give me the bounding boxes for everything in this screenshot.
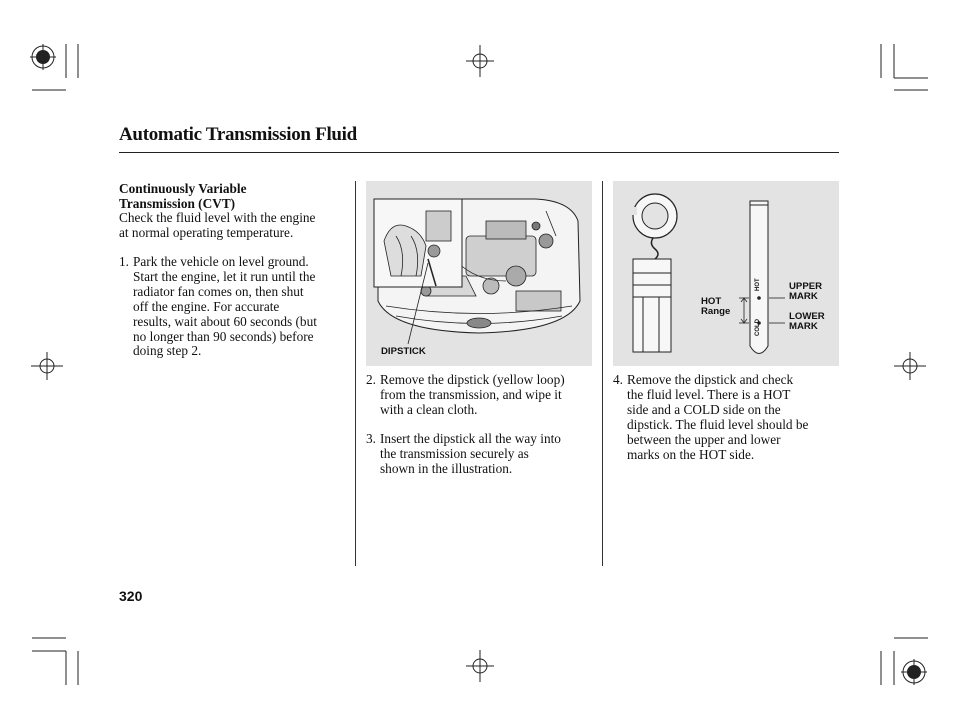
step-1 bbox=[119, 255, 351, 365]
step-3-line-3: shown in the illustration. bbox=[380, 460, 513, 476]
step-2-line-1: Remove the dipstick (yellow loop) bbox=[380, 372, 565, 387]
step-1-line-6: no longer than 90 seconds) before bbox=[133, 328, 314, 344]
intro-line-2: at normal operating temperature. bbox=[119, 224, 294, 240]
step-2-line-3: with a clean cloth. bbox=[380, 401, 478, 417]
dipstick-figure bbox=[613, 181, 839, 366]
upper-mark-label: UPPER MARK bbox=[789, 281, 823, 302]
step-4-line-6: marks on the HOT side. bbox=[627, 446, 755, 462]
step-1-line-1: Park the vehicle on level ground. bbox=[133, 254, 309, 269]
step-4-line-3: side and a COLD side on the bbox=[627, 401, 781, 417]
page-title: Automatic Transmission Fluid bbox=[119, 124, 357, 145]
page-number: 320 bbox=[119, 588, 143, 604]
lower-mark-label: LOWER MARK bbox=[789, 311, 825, 332]
section-heading-line-1: Continuously Variable bbox=[119, 181, 247, 196]
step-4 bbox=[613, 373, 843, 465]
sunburst-mark-bottom-right bbox=[901, 659, 927, 685]
step-1-line-7: doing step 2. bbox=[133, 343, 202, 359]
step-number: 3. bbox=[366, 431, 376, 446]
column-1 bbox=[119, 181, 349, 241]
step-3 bbox=[366, 432, 596, 480]
column-divider-1 bbox=[355, 181, 356, 566]
step-1-line-4: off the engine. For accurate bbox=[133, 298, 280, 314]
dipstick-loop-icon bbox=[627, 194, 677, 259]
title-rule bbox=[119, 152, 839, 153]
step-number: 1. bbox=[119, 254, 129, 269]
dipstick-illustration bbox=[613, 181, 839, 366]
stick-cold-text: COLD bbox=[755, 319, 761, 336]
step-3-line-2: the transmission securely as bbox=[380, 445, 529, 461]
column-divider-2 bbox=[602, 181, 603, 566]
step-2 bbox=[366, 373, 596, 421]
step-2-line-2: from the transmission, and wipe it bbox=[380, 386, 562, 402]
engine-bay-illustration bbox=[366, 181, 592, 366]
step-4-line-2: the fluid level. There is a HOT bbox=[627, 386, 791, 402]
step-4-line-1: Remove the dipstick and check bbox=[627, 372, 794, 387]
intro-line-1: Check the fluid level with the engine bbox=[119, 210, 316, 225]
stick-hot-text: HOT bbox=[755, 278, 761, 291]
hot-range-label: HOT Range bbox=[701, 296, 731, 317]
step-number: 4. bbox=[613, 372, 623, 387]
step-4-line-5: between the upper and lower bbox=[627, 431, 781, 447]
step-1-line-5: results, wait about 60 seconds (but bbox=[133, 313, 317, 329]
step-3-line-1: Insert the dipstick all the way into bbox=[380, 431, 561, 446]
step-1-line-2: Start the engine, let it run until the bbox=[133, 268, 316, 284]
step-number: 2. bbox=[366, 372, 376, 387]
engine-bay-figure bbox=[366, 181, 592, 366]
section-heading-line-2: Transmission (CVT) bbox=[119, 196, 236, 211]
dipstick-label: DIPSTICK bbox=[381, 346, 426, 357]
sunburst-mark-top-left bbox=[30, 44, 56, 70]
step-4-line-4: dipstick. The fluid level should be bbox=[627, 416, 809, 432]
step-1-line-3: radiator fan comes on, then shut bbox=[133, 283, 304, 299]
